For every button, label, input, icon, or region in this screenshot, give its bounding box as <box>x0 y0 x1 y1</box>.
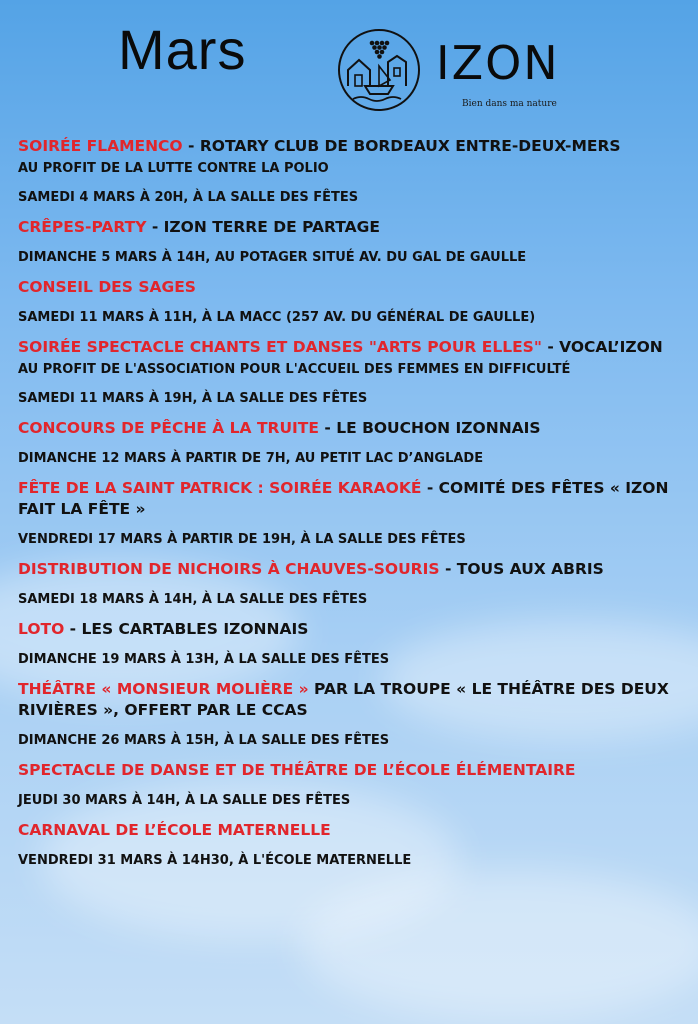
event-heading <box>18 217 686 238</box>
event-organizer: - ROTARY CLUB DE BORDEAUX ENTRE-DEUX-MERS <box>182 137 621 155</box>
event-subtitle: AU PROFIT DE L'ASSOCIATION POUR L'ACCUEIL DES FEMMES EN DIFFICULTÉ <box>18 362 571 377</box>
event-datetime: SAMEDI 18 MARS À 14H, À LA SALLE DES FÊTES <box>18 592 368 607</box>
event-heading <box>18 559 686 580</box>
event-datetime: DIMANCHE 26 MARS À 15H, À LA SALLE DES FÊTES <box>18 733 390 748</box>
event-datetime: DIMANCHE 5 MARS À 14H, AU POTAGER SITUÉ AV. DU GAL DE GAULLE <box>18 250 527 265</box>
event-datetime: DIMANCHE 12 MARS À PARTIR DE 7H, AU PETIT LAC D’ANGLADE <box>18 451 484 466</box>
event-list <box>18 136 686 880</box>
event-subtitle: AU PROFIT DE LA LUTTE CONTRE LA POLIO <box>18 161 329 176</box>
event-datetime: SAMEDI 4 MARS À 20H, À LA SALLE DES FÊTES <box>18 190 359 205</box>
event-heading <box>18 478 686 520</box>
event-heading <box>18 337 686 358</box>
event-item <box>18 418 686 468</box>
event-organizer: - IZON TERRE DE PARTAGE <box>146 218 380 236</box>
event-heading <box>18 418 686 439</box>
event-title: DISTRIBUTION DE NICHOIRS À CHAUVES-SOURIS <box>18 560 440 578</box>
event-organizer: PAR LA TROUPE « LE THÉÂTRE DES DEUX RIVIÈRES », OFFERT PAR LE CCAS <box>18 680 669 719</box>
event-item <box>18 277 686 327</box>
event-item <box>18 478 686 549</box>
event-datetime: JEUDI 30 MARS À 14H, À LA SALLE DES FÊTES <box>18 793 351 808</box>
page-header <box>0 0 698 130</box>
brand-tagline: Bien dans ma nature <box>462 99 557 109</box>
event-item <box>18 760 686 810</box>
event-title: SOIRÉE SPECTACLE CHANTS ET DANSES "ARTS POUR ELLES" <box>18 338 542 356</box>
event-item <box>18 820 686 870</box>
event-organizer: - TOUS AUX ABRIS <box>439 560 604 578</box>
event-item <box>18 217 686 267</box>
event-item <box>18 337 686 408</box>
event-title: LOTO <box>18 620 65 638</box>
event-item <box>18 136 686 207</box>
event-datetime: VENDREDI 31 MARS À 14H30, À L'ÉCOLE MATERNELLE <box>18 853 412 868</box>
event-heading <box>18 277 686 298</box>
event-organizer: - COMITÉ DES FÊTES « IZON FAIT LA FÊTE » <box>18 479 669 518</box>
event-organizer: - LES CARTABLES IZONNAIS <box>64 620 309 638</box>
event-title: CRÊPES-PARTY <box>18 218 147 236</box>
event-heading <box>18 136 686 157</box>
event-heading <box>18 679 686 721</box>
page-title: Mars <box>118 18 247 81</box>
city-emblem-icon <box>337 28 421 112</box>
event-datetime: SAMEDI 11 MARS À 19H, À LA SALLE DES FÊTES <box>18 391 368 406</box>
cloud-decoration <box>300 870 698 1020</box>
event-datetime: VENDREDI 17 MARS À PARTIR DE 19H, À LA SALLE DES FÊTES <box>18 532 466 547</box>
event-title: SPECTACLE DE DANSE ET DE THÉÂTRE DE L’ÉCOLE ÉLÉMENTAIRE <box>18 761 576 779</box>
event-heading <box>18 760 686 781</box>
event-item <box>18 619 686 669</box>
event-datetime: DIMANCHE 19 MARS À 13H, À LA SALLE DES FÊTES <box>18 652 390 667</box>
brand-logo-text: IZON <box>436 36 560 90</box>
event-heading <box>18 619 686 640</box>
event-title: FÊTE DE LA SAINT PATRICK : SOIRÉE KARAOKÉ <box>18 479 422 497</box>
event-title: CONSEIL DES SAGES <box>18 278 196 296</box>
event-title: THÉÂTRE « MONSIEUR MOLIÈRE » <box>18 680 309 698</box>
event-organizer: - LE BOUCHON IZONNAIS <box>318 419 541 437</box>
event-item <box>18 559 686 609</box>
event-item <box>18 679 686 750</box>
event-datetime: SAMEDI 11 MARS À 11H, À LA MACC (257 AV. DU GÉNÉRAL DE GAULLE) <box>18 310 536 325</box>
event-title: SOIRÉE FLAMENCO <box>18 137 183 155</box>
event-title: CARNAVAL DE L’ÉCOLE MATERNELLE <box>18 821 331 839</box>
event-heading <box>18 820 686 841</box>
event-title: CONCOURS DE PÊCHE À LA TRUITE <box>18 419 319 437</box>
event-organizer: - VOCAL’IZON <box>541 338 663 356</box>
